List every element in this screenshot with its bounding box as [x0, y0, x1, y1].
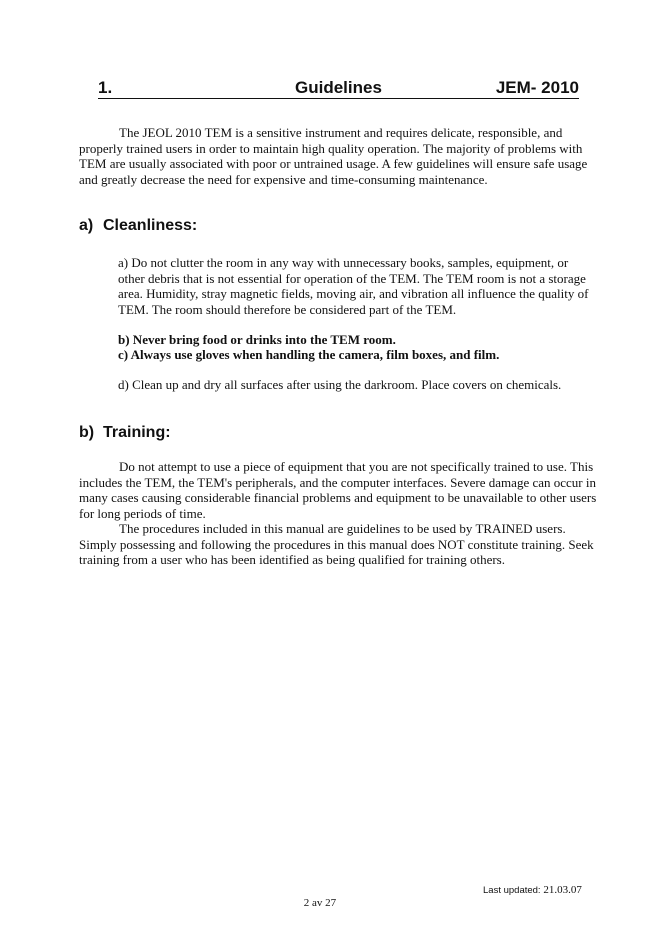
section-cleanliness-title: [79, 216, 197, 236]
last-updated-date: 21.03.07: [543, 884, 582, 896]
last-updated-label: Last updated:: [483, 885, 541, 896]
intro-paragraph: The JEOL 2010 TEM is a sensitive instrument and requires delicate, responsible, and properly trained users in order to maintain high quality operation. The majority of problems with TEM are usually associated with poor or untrained usage. A few guidelines will ensure safe usage and greatly decrease the need for expensive and time-consuming maintenance.: [79, 125, 588, 187]
cleanliness-item-c: c) Always use gloves when handling the camera, film boxes, and film.: [118, 347, 500, 362]
heading-number: 1.: [98, 78, 113, 97]
page-heading: [98, 78, 579, 99]
heading-title: Guidelines: [295, 78, 382, 97]
page-number: 2 av 27: [303, 897, 337, 909]
section-label: Training:: [103, 424, 171, 441]
heading-instrument: JEM- 2010: [495, 78, 579, 97]
section-letter: a): [79, 217, 94, 234]
cleanliness-item-b: b) Never bring food or drinks into the TEM room.: [118, 332, 396, 347]
cleanliness-item-d: d) Clean up and dry all surfaces after using the darkroom. Place covers on chemicals.: [118, 377, 562, 392]
section-letter: b): [79, 424, 95, 441]
section-training-title: [79, 423, 171, 443]
training-paragraph-1: Do not attempt to use a piece of equipment that you are not specifically trained to use. This includes the TEM, the TEM's peripherals, and the computer interfaces. Severe damage can occur in many cases causing considerable financial problems and equipment to be unavailable to other users for long periods of time.: [79, 459, 597, 521]
cleanliness-item-a: a) Do not clutter the room in any way with unnecessary books, samples, equipment, or other debris that is not essential for operation of the TEM. The TEM room is not a storage area. Humidity, stray magnetic fields, moving air, and vibration all influence the quality of TEM. The room should therefore be considered part of the TEM.: [118, 255, 589, 317]
training-paragraph-2: The procedures included in this manual are guidelines to be used by TRAINED users. Simply possessing and following the procedures in this manual does NOT constitute training. Seek training from a user who has been identified as being qualified for training others.: [79, 521, 594, 568]
section-label: Cleanliness:: [103, 217, 198, 234]
